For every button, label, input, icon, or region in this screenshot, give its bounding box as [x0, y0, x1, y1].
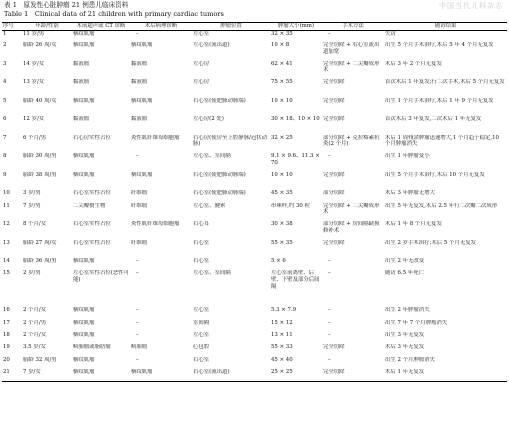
- cell-surgery: 部分切除: [323, 190, 345, 197]
- cell-no: 10: [3, 190, 10, 197]
- table-row: [2, 30, 507, 42]
- cell-followup: 出生 1 个月手术治疗,术后 1 年 9 个月无复发: [385, 97, 494, 104]
- cell-preop: 横纹肌瘤: [73, 319, 95, 326]
- table-row: [2, 369, 507, 381]
- cell-age-sex: 胎龄 40 周/女: [23, 97, 57, 104]
- cell-preop: 横纹肌瘤: [73, 153, 95, 160]
- cell-age-sex: 12 岁/女: [23, 116, 45, 123]
- cell-surgery: 完全切除: [323, 97, 345, 104]
- cell-size: 25 × 25: [271, 368, 293, 375]
- cell-size: 10 × 10: [271, 97, 293, 104]
- cell-age-sex: 3 岁/男: [23, 190, 41, 197]
- cell-preop: 横纹肌瘤: [73, 258, 95, 265]
- cell-no: 20: [3, 356, 10, 363]
- cell-followup: 首次术后 1 年复发;行二次手术,术后 5 个月无复发: [385, 79, 505, 86]
- cell-path: 黏液瘤: [131, 79, 148, 86]
- cell-followup: 出生 2 年无改变: [385, 258, 425, 265]
- header-size: 肿瘤大小(mm): [278, 23, 314, 29]
- header-followup: 随访结果: [434, 23, 457, 29]
- cell-age-sex: 胎龄 30 周/男: [23, 153, 57, 160]
- cell-path: –: [136, 270, 139, 277]
- cell-preop: 二尖瓣赘生物: [73, 202, 106, 209]
- cell-no: 21: [3, 368, 10, 375]
- cell-surgery: –: [328, 307, 331, 314]
- cell-size: 55 × 33: [271, 344, 293, 351]
- table-row: [2, 61, 507, 80]
- cell-no: 3: [3, 60, 7, 67]
- cell-path: –: [136, 258, 139, 265]
- cell-size: 62 × 41: [271, 60, 293, 67]
- cell-surgery: –: [328, 153, 331, 160]
- cell-location: 左心室: [193, 332, 210, 339]
- cell-location: 右心室: [193, 356, 210, 363]
- cell-age-sex: 8 个月/女: [23, 221, 47, 228]
- cell-path: 横纹肌瘤: [131, 42, 153, 49]
- cell-size: 9.1 × 9.6、11.3 × 70: [271, 153, 320, 166]
- cell-size: 30 × 38: [271, 221, 293, 228]
- header-no: 序号: [3, 23, 14, 29]
- cell-no: 1: [3, 30, 7, 37]
- cell-age-sex: 胎龄 26 周/女: [23, 42, 57, 49]
- cell-surgery: 完全切除: [323, 368, 345, 375]
- table-row: [2, 332, 507, 344]
- cell-surgery: –: [328, 356, 331, 363]
- table-header-row: [2, 23, 507, 31]
- cell-no: 5: [3, 97, 7, 104]
- cell-age-sex: 胎龄 32 周/男: [23, 356, 57, 363]
- cell-path: –: [136, 356, 139, 363]
- cell-path: 炎性肌纤维母细胞瘤: [131, 221, 180, 228]
- cell-location: 左心室、腱索: [193, 202, 226, 209]
- cell-location: 左心房: [193, 60, 210, 67]
- cell-location: 右心室: [193, 239, 210, 246]
- cell-path: 畸胎瘤: [131, 344, 148, 351]
- cell-location: 左心室(流出道): [193, 42, 230, 49]
- cell-no: 12: [3, 221, 10, 228]
- cell-location: 右心室(使肥肺动脉端): [193, 97, 246, 104]
- table-row: [2, 190, 507, 202]
- cell-size: 32 × 25: [271, 134, 293, 141]
- cell-surgery: –: [328, 258, 331, 265]
- cell-surgery: 完全切除: [323, 116, 345, 123]
- cell-path: –: [136, 319, 139, 326]
- cell-surgery: –: [328, 30, 331, 37]
- cell-followup: 出生 2 年肿瘤消失: [385, 307, 430, 314]
- cell-age-sex: 7 岁/男: [23, 202, 41, 209]
- cell-followup: 失访: [385, 30, 396, 37]
- cell-location: 心包腔: [193, 344, 210, 351]
- cell-location: 左心室、室间隔: [193, 270, 231, 277]
- cell-age-sex: 2 岁/男: [23, 270, 41, 277]
- table-row: [2, 270, 507, 307]
- cell-preop: 横纹肌瘤: [73, 30, 95, 37]
- cell-location: 室间隔: [193, 319, 210, 326]
- cell-followup: 术后 1 周残余肿瘤迅速增大,1 个月趋于稳定,10 个月肿瘤消失: [385, 134, 499, 148]
- cell-surgery: 部分切除 + 房间隔缺损修补术: [323, 221, 380, 234]
- cell-age-sex: 7 岁/女: [23, 368, 41, 375]
- cell-no: 17: [3, 319, 10, 326]
- cell-surgery: 完全切除 + 右心室流出道加宽: [323, 42, 380, 55]
- cell-age-sex: 2 个月/男: [23, 319, 47, 326]
- table-row: [2, 98, 507, 117]
- table-row: [2, 42, 507, 61]
- cell-surgery: 完全切除 + 二尖瓣成形术: [323, 60, 380, 74]
- cell-no: 4: [3, 79, 7, 86]
- cell-path: 横纹肌瘤: [131, 97, 153, 104]
- cell-location: 左心室: [193, 307, 210, 314]
- cell-age-sex: 6 个月/男: [23, 134, 47, 141]
- cell-size: 32 × 35: [271, 30, 293, 37]
- cell-size: 75 × 55: [271, 79, 293, 86]
- cell-surgery: 完全切除: [323, 79, 345, 86]
- cell-location: 左心室、室间隔: [193, 153, 231, 160]
- cell-preop: 横纹肌瘤: [73, 171, 95, 178]
- cell-no: 9: [3, 171, 7, 178]
- cell-size: 15 × 12: [271, 319, 293, 326]
- cell-size: 45 × 40: [271, 356, 293, 363]
- cell-preop: 横纹肌瘤: [73, 42, 95, 49]
- cell-path: 纤维瘤: [131, 239, 148, 246]
- cell-preop: 右心室实性占位: [73, 221, 111, 228]
- table-row: [2, 79, 507, 98]
- cell-followup: 出生 1 年肿瘤变小: [385, 153, 430, 160]
- cell-size: 55 × 35: [271, 239, 293, 246]
- cell-size: 10 × 8: [271, 42, 290, 49]
- cell-location: 右心房(使房至上腔静脉/冠状动脉): [193, 134, 267, 148]
- cell-age-sex: 胎龄 38 周/男: [23, 171, 57, 178]
- table-caption-en: Table 1 Clinical data of 21 children with primary cardiac tumors: [4, 10, 224, 18]
- cell-path: 纤维瘤: [131, 190, 148, 197]
- cell-no: 14: [3, 258, 10, 265]
- cell-followup: 术后 3 年 2 个月无复发: [385, 60, 442, 67]
- cell-size: 13 × 11: [271, 332, 293, 339]
- table-row: [2, 240, 507, 259]
- header-preop-dx: 术前超声或 CT 诊断: [76, 23, 126, 29]
- cell-path: 黏液瘤: [131, 60, 148, 67]
- cell-no: 8: [3, 153, 7, 160]
- cell-size: 5.3 × 7.9: [271, 307, 297, 314]
- table-row: [2, 116, 507, 135]
- header-location: 肿瘤位置: [220, 23, 242, 29]
- cell-preop: 横纹肌瘤: [73, 307, 95, 314]
- cell-surgery: 完全切除: [323, 171, 345, 178]
- table-row: [2, 203, 507, 222]
- header-surgery: 手术方法: [342, 23, 364, 29]
- cell-followup: 随访 6.5 年死亡: [385, 270, 424, 277]
- cell-age-sex: 胎龄 36 周/男: [23, 258, 57, 265]
- cell-path: –: [136, 307, 139, 314]
- cell-followup: 出生 5 年无复发,术后 2.5 年行二次瓣二次成形: [385, 202, 498, 209]
- cell-size: 30 × 18、10 × 10: [271, 116, 320, 123]
- cell-preop: 右心室实性占位: [73, 190, 111, 197]
- cell-age-sex: 3.5 岁/女: [23, 344, 46, 351]
- cell-preop: 畸胎瘤或脂肪瘤: [73, 344, 111, 351]
- cell-preop: 横纹肌瘤: [73, 97, 95, 104]
- cell-followup: 出生 2 个月肿瘤消失: [385, 356, 435, 363]
- cell-location: 左心室: [193, 30, 210, 37]
- cell-followup: 出生 7 年 7 个月肿瘤消失: [385, 319, 448, 326]
- cell-surgery: 部分切除 + 克拉霉素抗炎(2 个月): [323, 134, 380, 148]
- cell-surgery: 完全切除: [323, 344, 345, 351]
- cell-no: 6: [3, 116, 7, 123]
- cell-path: 炎性肌纤维母细胞瘤: [131, 134, 180, 141]
- cell-location: 右心室: [193, 258, 210, 265]
- cell-followup: 出生 5 个月手术治疗,术后 5 年 4 个月无复发: [385, 42, 494, 49]
- cell-size: 串珠样,约 30 粒: [271, 202, 310, 209]
- cell-preop: 右心房实性占位: [73, 134, 111, 141]
- cell-surgery: 完全切除 + 二尖瓣成形术: [323, 202, 380, 216]
- cell-followup: 首次术后 3 年复发,二次术后 1 年无复发: [385, 116, 482, 123]
- cell-path: 黏液瘤: [131, 116, 148, 123]
- table-caption-cn: 表 1 原发性心脏肿瘤 21 例患儿临床资料: [4, 1, 129, 9]
- cell-preop: 黏液瘤: [73, 116, 90, 123]
- cell-location: 左心房(2 处): [193, 116, 224, 123]
- cell-age-sex: 2 个月/女: [23, 332, 47, 339]
- cell-age-sex: 14 岁/女: [23, 60, 45, 67]
- table-row: [2, 344, 507, 356]
- table-row: [2, 172, 507, 191]
- cell-no: 7: [3, 134, 7, 141]
- cell-path: 横纹肌瘤: [131, 171, 153, 178]
- cell-followup: 术后 3 年无复发: [385, 344, 425, 351]
- cell-preop: 横纹肌瘤: [73, 356, 95, 363]
- header-age-sex: 年龄/性别: [35, 23, 59, 29]
- cell-age-sex: 13 岁/女: [23, 79, 45, 86]
- table-row: [2, 357, 507, 369]
- cell-no: 2: [3, 42, 7, 49]
- cell-path: –: [136, 332, 139, 339]
- cell-followup: 术后 1 年无复发: [385, 368, 425, 375]
- table-row: [2, 221, 507, 240]
- cell-followup: 术后 1 年 8 个月无复发: [385, 221, 442, 228]
- cell-preop: 横纹肌瘤: [73, 368, 95, 375]
- table-row: [2, 320, 507, 332]
- cell-no: 16: [3, 307, 10, 314]
- cell-preop: 横纹肌瘤: [73, 332, 95, 339]
- cell-surgery: –: [328, 332, 331, 339]
- cell-no: 19: [3, 344, 10, 351]
- journal-watermark: 中国当代儿科杂志: [439, 2, 503, 10]
- cell-age-sex: 2 个月/女: [23, 307, 47, 314]
- cell-size: 左心室前离壁、后壁、下壁及部分后间隔: [271, 270, 320, 290]
- cell-size: 45 × 35: [271, 190, 293, 197]
- table-row: [2, 307, 507, 319]
- cell-path: 纤维瘤: [131, 202, 148, 209]
- cell-age-sex: 胎龄 27 周/女: [23, 239, 57, 246]
- cell-path: 横纹肌瘤: [131, 368, 153, 375]
- cell-location: 右心室(流出道): [193, 368, 230, 375]
- cell-location: 右心室(使肥肺动脉端): [193, 190, 246, 197]
- cell-followup: 术后 3 年肿瘤无增大: [385, 190, 435, 197]
- cell-path: –: [136, 153, 139, 160]
- cell-preop: 黏液瘤: [73, 79, 90, 86]
- cell-surgery: –: [328, 270, 331, 277]
- table-row: [2, 258, 507, 270]
- cell-preop: 黏液瘤: [73, 60, 90, 67]
- header-path-dx: 术后病理诊断: [144, 23, 178, 29]
- cell-location: 右心耳: [193, 221, 210, 228]
- cell-preop: 右心室实性占位: [73, 239, 111, 246]
- cell-path: –: [136, 30, 139, 37]
- cell-preop: 左心室实性占位(恶性可能): [73, 270, 130, 284]
- cell-surgery: –: [328, 319, 331, 326]
- clinical-data-table: [2, 22, 507, 382]
- cell-location: 左心房: [193, 79, 210, 86]
- table-row: [2, 153, 507, 172]
- cell-no: 13: [3, 239, 10, 246]
- cell-followup: 出生 3 年无复发: [385, 332, 425, 339]
- cell-size: 5 × 6: [271, 258, 286, 265]
- cell-no: 15: [3, 270, 10, 277]
- cell-followup: 出生 5 个月手术治疗,术后 10 个月无复发: [385, 171, 485, 178]
- cell-surgery: 完全切除: [323, 239, 345, 246]
- cell-no: 18: [3, 332, 10, 339]
- cell-location: 右心室(使肥肺动脉端): [193, 171, 246, 178]
- cell-followup: 出生 2 岁手术治疗;术后 5 个月无复发: [385, 239, 476, 246]
- cell-size: 10 × 10: [271, 171, 293, 178]
- cell-no: 11: [3, 202, 10, 209]
- cell-age-sex: 11 岁/男: [23, 30, 45, 37]
- table-row: [2, 135, 507, 154]
